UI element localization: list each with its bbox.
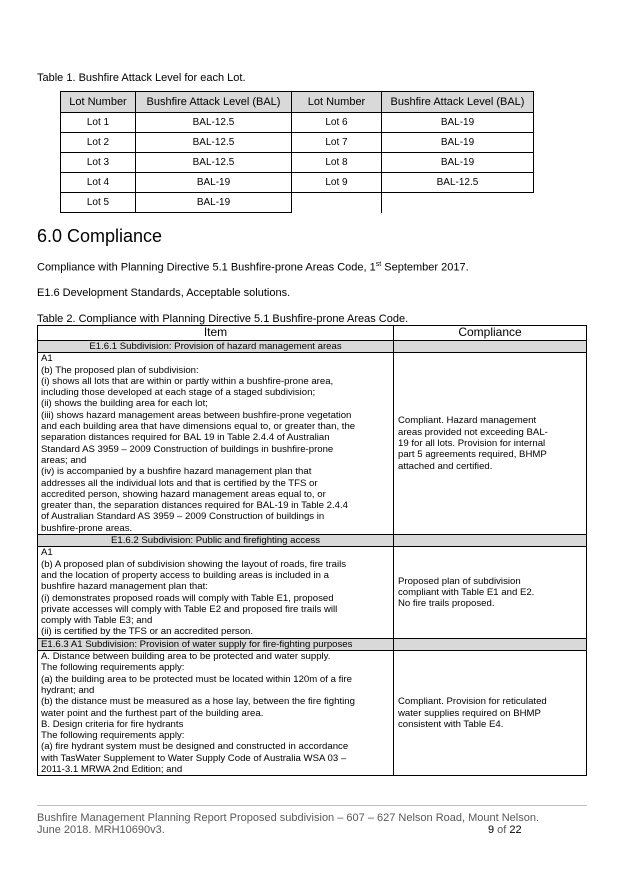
item-line: A1 (41, 547, 53, 559)
section-heading-blank (394, 638, 587, 650)
header-bal: Bushfire Attack Level (BAL) (382, 92, 534, 113)
lot-cell: Lot 8 (292, 153, 382, 173)
item-cell (38, 651, 394, 776)
compliance-intro-text: Compliance with Planning Directive 5.1 Bushfire-prone Areas Code, 1 (37, 261, 376, 274)
bal-cell: BAL-12.5 (382, 173, 534, 193)
table1-caption: Table 1. Bushfire Attack Level for each Lot. (37, 72, 246, 84)
header-item: Item (38, 326, 394, 341)
item-line: water point and the furthest part of the building area. (41, 707, 264, 719)
bal-cell: BAL-19 (382, 153, 534, 173)
item-line: hydrant; and (41, 684, 95, 696)
item-line: The following requirements apply: (41, 662, 185, 674)
item-line: bushfire hazard management plan that: (41, 581, 208, 593)
table-row (61, 193, 534, 213)
lot-cell: Lot 9 (292, 173, 382, 193)
compliance-line: No fire trails proposed. (398, 598, 495, 610)
compliance-cell (394, 353, 587, 535)
section-heading: E1.6.1 Subdivision: Provision of hazard management areas (38, 341, 394, 353)
compliance-line: Compliant. Hazard management (398, 415, 537, 427)
lot-cell: Lot 1 (61, 113, 136, 133)
item-line: A. Distance between building area to be protected and water supply. (41, 651, 331, 663)
item-cell (38, 353, 394, 535)
item-line: greater than, the separation distances required for BAL-19 in Table 2.4.4 (41, 500, 349, 512)
bal-cell: BAL-19 (136, 193, 292, 213)
bal-cell: BAL-12.5 (136, 133, 292, 153)
item-line: (a) fire hydrant system must be designed and constructed in accordance (41, 741, 349, 753)
item-line: (iii) shows hazard management areas between bushfire-prone vegetation (41, 409, 352, 421)
footer-report-title: Bushfire Management Planning Report Proposed subdivision – 607 – 627 Nelson Road, Mount Nelson. (37, 812, 540, 824)
item-line: bushfire-prone areas. (41, 522, 133, 534)
item-line: accredited person, showing hazard management areas equal to, or (41, 488, 326, 500)
item-line: B. Design criteria for fire hydrants (41, 718, 184, 730)
page-of: of (494, 824, 510, 836)
ordinal-suffix: st (375, 261, 382, 268)
item-line: (i) demonstrates proposed roads will comply with Table E1, proposed (41, 592, 334, 604)
item-line: (b) the distance must be measured as a hose lay, between the fire fighting (41, 696, 355, 708)
table-row (61, 153, 534, 173)
compliance-line: Compliant. Provision for reticulated (398, 696, 547, 708)
bal-cell: BAL-19 (382, 133, 534, 153)
empty-cell (292, 193, 382, 213)
development-standards-text: E1.6 Development Standards, Acceptable solutions. (37, 287, 291, 299)
compliance-intro (37, 261, 469, 274)
compliance-line: water supplies required on BHMP (398, 707, 541, 719)
table2-caption: Table 2. Compliance with Planning Directive 5.1 Bushfire-prone Areas Code. (37, 313, 409, 325)
table-row (38, 651, 587, 776)
item-line: (i) shows all lots that are within or partly within a bushfire-prone area, (41, 375, 334, 387)
lot-cell: Lot 7 (292, 133, 382, 153)
item-line: A1 (41, 353, 53, 365)
section-heading: E1.6.2 Subdivision: Public and firefighting access (38, 535, 394, 547)
table-row (61, 113, 534, 133)
section-title: 6.0 Compliance (37, 226, 163, 246)
item-line: addresses all the individual lots and that is certified by the TFS or (41, 477, 318, 489)
page-number (488, 824, 522, 836)
table-row (38, 547, 587, 638)
compliance-cell (394, 547, 587, 638)
section-heading: E1.6.3 A1 Subdivision: Provision of water supply for fire-fighting purposes (38, 638, 394, 650)
header-lot-number: Lot Number (292, 92, 382, 113)
item-line: and each building area that have dimensions equal to, or greater than, the (41, 421, 356, 433)
item-line: (ii) is certified by the TFS or an accredited person. (41, 626, 254, 638)
item-line: private accesses will comply with Table E2 and proposed fire trails will (41, 603, 338, 615)
item-line: separation distances required for BAL 19 in Table 2.4.4 of Australian (41, 432, 330, 444)
bal-cell: BAL-12.5 (136, 153, 292, 173)
item-cell (38, 547, 394, 638)
item-line: (iv) is accompanied by a bushfire hazard management plan that (41, 466, 312, 478)
item-line: of Australian Standard AS 3959 – 2009 Construction of buildings in (41, 511, 325, 523)
item-line: The following requirements apply: (41, 730, 185, 742)
item-line: areas; and (41, 454, 87, 466)
footer-divider (37, 805, 587, 806)
lot-cell: Lot 2 (61, 133, 136, 153)
item-line: and the location of property access to building areas is included in a (41, 569, 329, 581)
page-current: 9 (488, 824, 495, 836)
bal-cell: BAL-12.5 (136, 113, 292, 133)
item-line: with TasWater Supplement to Water Supply Code of Australia WSA 03 – (41, 752, 347, 764)
item-line: comply with Table E3; and (41, 615, 153, 627)
bal-table (60, 91, 534, 213)
compliance-line: attached and certified. (398, 460, 493, 472)
item-line: (a) the building area to be protected must be located within 120m of a fire (41, 673, 352, 685)
bal-cell: BAL-19 (136, 173, 292, 193)
header-bal: Bushfire Attack Level (BAL) (136, 92, 292, 113)
compliance-intro-date: September 2017. (381, 261, 469, 274)
item-line: (b) The proposed plan of subdivision: (41, 364, 199, 376)
compliance-line: compliant with Table E1 and E2. (398, 586, 535, 598)
compliance-line: part 5 agreements required, BHMP (398, 449, 547, 461)
table-row (61, 173, 534, 193)
lot-cell: Lot 3 (61, 153, 136, 173)
section-heading-blank (394, 535, 587, 547)
item-line: including those developed at each stage of a staged subdivision; (41, 387, 316, 399)
section-heading-blank (394, 341, 587, 353)
item-line: (ii) shows the building area for each lot; (41, 398, 208, 410)
header-lot-number: Lot Number (61, 92, 136, 113)
item-line: 2011-3.1 MRWA 2nd Edition; and (41, 763, 183, 775)
lot-cell: Lot 6 (292, 113, 382, 133)
lot-cell: Lot 4 (61, 173, 136, 193)
header-compliance: Compliance (394, 326, 587, 341)
page-total: 22 (509, 824, 522, 836)
item-line: (b) A proposed plan of subdivision showing the layout of roads, fire trails (41, 558, 347, 570)
table-row (61, 133, 534, 153)
footer-date-ref: June 2018. MRH10690v3. (37, 824, 165, 836)
lot-cell: Lot 5 (61, 193, 136, 213)
compliance-line: Proposed plan of subdivision (398, 575, 521, 587)
compliance-line: consistent with Table E4. (398, 718, 504, 730)
compliance-line: areas provided not exceeding BAL- (398, 426, 548, 438)
table-row (38, 353, 587, 535)
empty-cell (382, 193, 534, 213)
item-line: Standard AS 3959 – 2009 Construction of buildings in bushfire-prone (41, 443, 334, 455)
compliance-line: 19 for all lots. Provision for internal (398, 438, 546, 450)
compliance-cell (394, 651, 587, 776)
compliance-table (37, 325, 587, 776)
bal-cell: BAL-19 (382, 113, 534, 133)
